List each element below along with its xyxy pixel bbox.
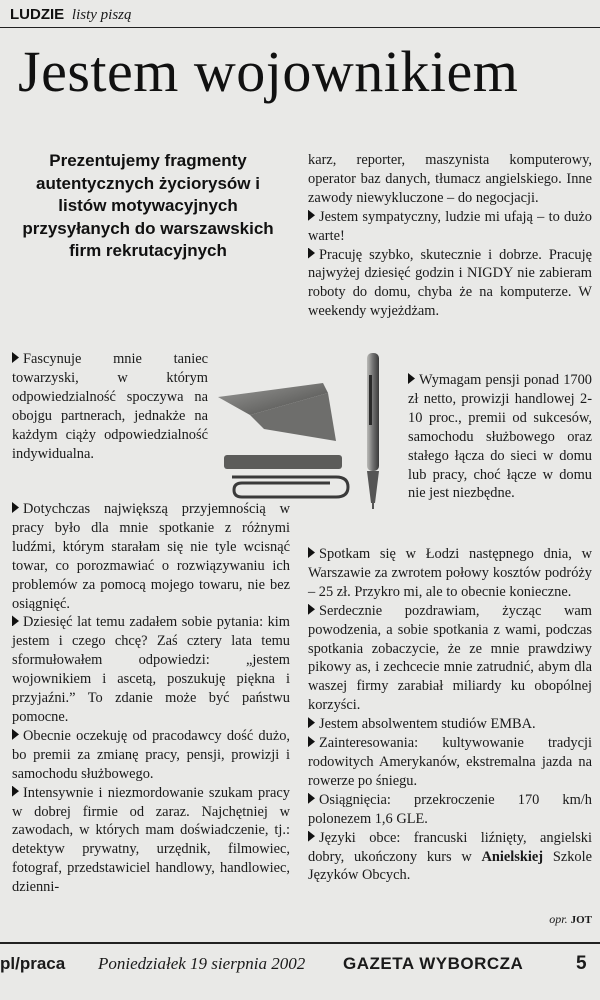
bullet-arrow-icon — [308, 248, 315, 259]
lead-paragraph: Prezentujemy fragmenty autentycznych życiorysów i listów motywacyjnych przysyłanych do warszawskich firm rekrutacyjnych — [22, 151, 274, 260]
top-rule — [0, 27, 600, 28]
paperclip-icon — [232, 477, 348, 497]
bullet-arrow-icon — [12, 729, 19, 740]
rubric-subcategory: listy piszą — [71, 7, 132, 23]
paragraph: Obecnie oczekuję od pracodawcy dość dużo, bo premii za zmianę pracy, pensji, prowizji i samochodu służbowego. — [12, 727, 290, 782]
office-supplies-illustration — [208, 345, 408, 510]
bullet-arrow-icon — [308, 736, 315, 747]
paragraph: karz, reporter, maszynista komputerowy, operator baz danych, tłumacz angielskiego. Inne zawody niewykluczone – do negocjacji. — [308, 152, 592, 206]
bullet-arrow-icon — [308, 793, 315, 804]
paragraph: Jestem sympatyczny, ludzie mi ufają – to dużo warte! — [308, 208, 592, 244]
paragraph: Pracuję szybko, skutecznie i dobrze. Pracuję najwyżej dziesięć godzin i NIGDY nie zabieram roboty do domu, chyba że na komputerze. W weekendy wyjeżdżam. — [308, 246, 592, 320]
bullet-arrow-icon — [12, 615, 19, 626]
page-number: 5 — [576, 953, 587, 974]
paragraph: Serdecznie pozdrawiam, życząc wam powodzenia, a sobie spotkania z wami, podczas spotkania zobaczycie, że ze mnie prawdziwy pikowy as, i zechcecie mnie zatrudnić, abym dla waszej firmy zarabiał miliardy ku obopólnej korzyści. — [308, 602, 592, 714]
right-column-top — [308, 151, 592, 321]
paragraph: Języki obce: francuski liźnięty, angielski dobry, ukończony kurs w Anielskiej Szkole Języków Obcych. — [308, 829, 592, 884]
bullet-arrow-icon — [408, 373, 415, 384]
author-signature: opr. JOT — [549, 912, 592, 926]
bullet-arrow-icon — [308, 604, 315, 615]
bullet-arrow-icon — [308, 547, 315, 558]
footer-date: Poniedziałek 19 sierpnia 2002 — [98, 954, 306, 973]
pen-icon — [367, 353, 379, 509]
clip-bar-icon — [224, 455, 342, 469]
bullet-arrow-icon — [308, 210, 315, 221]
paragraph: Wymagam pensji ponad 1700 zł netto, prowizji handlowej 2-10 proc., premii od sukcesów, samochodu służbowego oraz stałego łącza do sieci w domu lub pracy, choć łącze w domu nie jest niezbędne. — [408, 372, 592, 502]
left-column-top — [12, 350, 208, 463]
left-column-bottom — [12, 500, 290, 897]
right-column-narrow — [408, 371, 592, 503]
rubric-category: LUDZIE — [10, 6, 65, 23]
paragraph: Intensywnie i niezmordowanie szukam pracy w dobrej firmie od zaraz. Najchętniej w zawodach, w których mam doświadczenie, tj.: detektyw prywatny, urzędnik, filmowiec, fotograf, przedstawiciel handlowy, handlowiec, dzienni- — [12, 784, 290, 896]
bullet-arrow-icon — [12, 502, 19, 513]
bullet-arrow-icon — [12, 786, 19, 797]
paragraph: Dotychczas największą przyjemnością w pracy było dla mnie spotkanie z różnymi ludźmi, którym starałam się nie tyle wcisnąć towar, co porozmawiać o rozwiązywaniu ich problemów za pomocą mojego towaru, nie bez osiągnięć. — [12, 501, 290, 612]
paragraph: Osiągnięcia: przekroczenie 170 km/h polonezem 1,6 GLE. — [308, 791, 592, 827]
paragraph: Dziesięć lat temu zadałem sobie pytania: kim jestem i czego chcę? Zaś cztery lata temu sformułowałem odpowiedzi: „jestem wojownikiem i ascetą, poszukuję piękna i przyjaźni.” To zdanie może być państwu pomocne. — [12, 614, 290, 725]
paragraph: Fascynuje mnie taniec towarzyski, w którym odpowiedzialność spoczywa na obojgu partnerach, jednakże na każdym ciąży odpowiedzialność indywidualna. — [12, 351, 208, 462]
bullet-arrow-icon — [12, 352, 19, 363]
section-rubric — [10, 6, 132, 24]
paragraph: Jestem absolwentem studiów EMBA. — [308, 715, 592, 734]
headline: Jestem wojownikiem — [18, 39, 519, 104]
right-column-bottom — [308, 545, 592, 885]
footer-section: pl/praca — [0, 954, 66, 973]
paragraph: Spotkam się w Łodzi następnego dnia, w Warszawie za zwrotem połowy kosztów podróży – 25 zł. Przykro mi, ale to obecnie konieczne. — [308, 546, 592, 600]
bullet-arrow-icon — [308, 831, 315, 842]
paragraph: Zainteresowania: kultywowanie tradycji rodowitych Amerykanów, ekstremalna jazda na rowerze po śniegu. — [308, 735, 592, 789]
bottom-rule — [0, 942, 600, 944]
footer-paper-name: GAZETA WYBORCZA — [343, 954, 524, 973]
bullet-arrow-icon — [308, 717, 315, 728]
